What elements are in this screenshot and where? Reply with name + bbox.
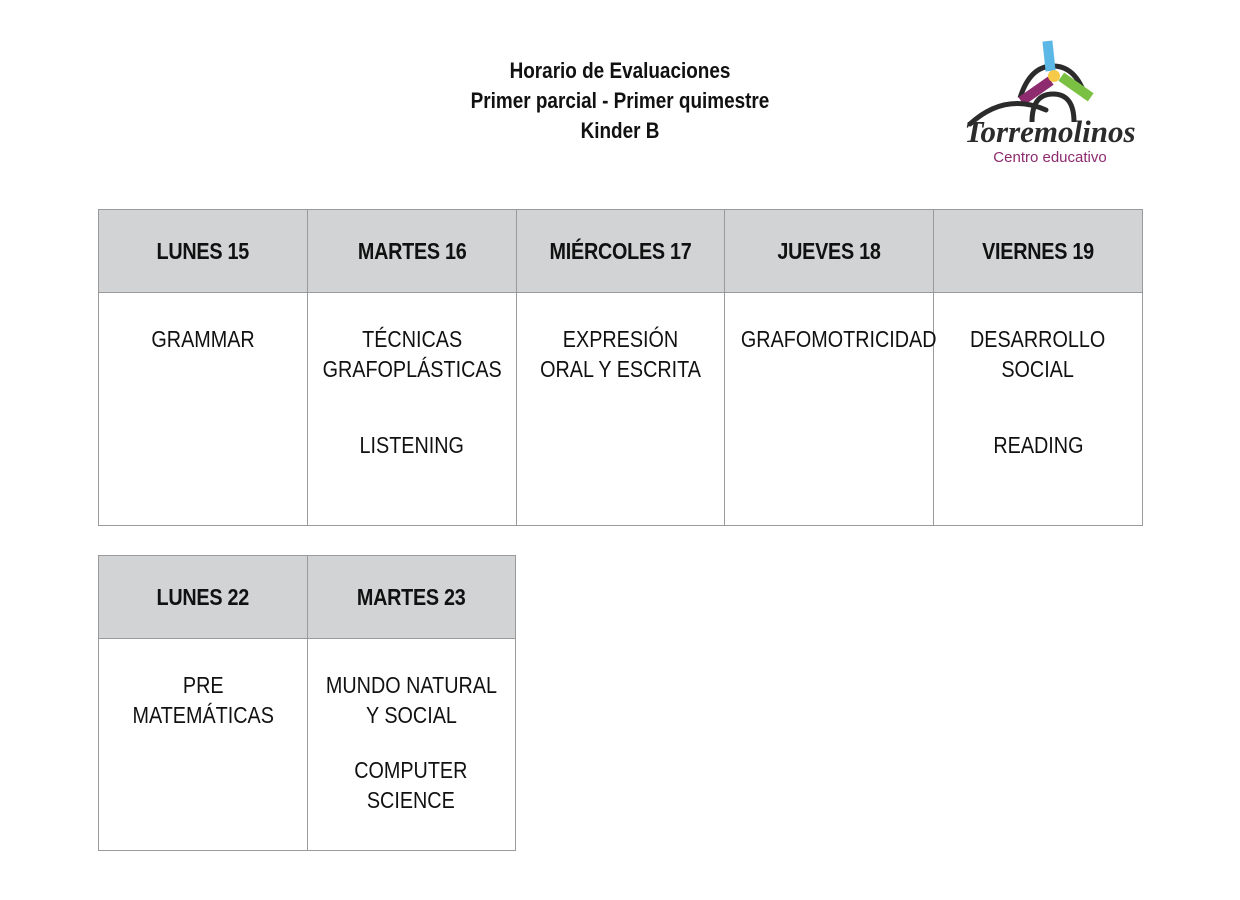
day-header: LUNES 15 [99, 210, 308, 293]
subject: MUNDO NATURAL Y SOCIAL [325, 672, 497, 728]
logo-subtitle: Centro educativo [993, 149, 1107, 166]
table-row [99, 639, 516, 851]
day-header: MARTES 23 [307, 556, 516, 639]
day-header: VIERNES 19 [934, 210, 1143, 293]
schedule-week-1 [98, 209, 1143, 526]
table-row [99, 293, 1143, 526]
subject: READING [993, 432, 1084, 458]
day-cell [516, 293, 725, 526]
table-header-row [99, 210, 1143, 293]
class-name: Kinder B [580, 118, 660, 143]
subject: EXPRESIÓN ORAL Y ESCRITA [540, 326, 701, 382]
subject: DESARROLLO SOCIAL [970, 326, 1106, 382]
subject: TÉCNICAS GRAFOPLÁSTICAS [322, 326, 502, 382]
day-cell [307, 293, 516, 526]
page-subtitle: Primer parcial - Primer quimestre [470, 88, 770, 113]
school-logo-icon [950, 36, 1150, 171]
day-header: MARTES 16 [307, 210, 516, 293]
subject: GRAMMAR [151, 326, 255, 352]
day-cell [307, 639, 516, 851]
page-title: Horario de Evaluaciones [509, 58, 731, 83]
subject: PRE MATEMÁTICAS [132, 672, 274, 728]
day-cell [934, 293, 1143, 526]
subject: GRAFOMOTRICIDAD [741, 326, 937, 352]
day-cell [99, 293, 308, 526]
day-header: LUNES 22 [99, 556, 308, 639]
school-logo [950, 36, 1150, 171]
logo-wordmark: Torremolinos [964, 114, 1136, 149]
subject: COMPUTER SCIENCE [354, 757, 468, 813]
day-cell [725, 293, 937, 526]
subject: LISTENING [359, 432, 464, 458]
day-header: MIÉRCOLES 17 [516, 210, 725, 293]
table-header-row [99, 556, 516, 639]
day-cell [99, 639, 308, 851]
day-header: JUEVES 18 [725, 210, 934, 293]
schedule-week-2 [98, 555, 516, 851]
